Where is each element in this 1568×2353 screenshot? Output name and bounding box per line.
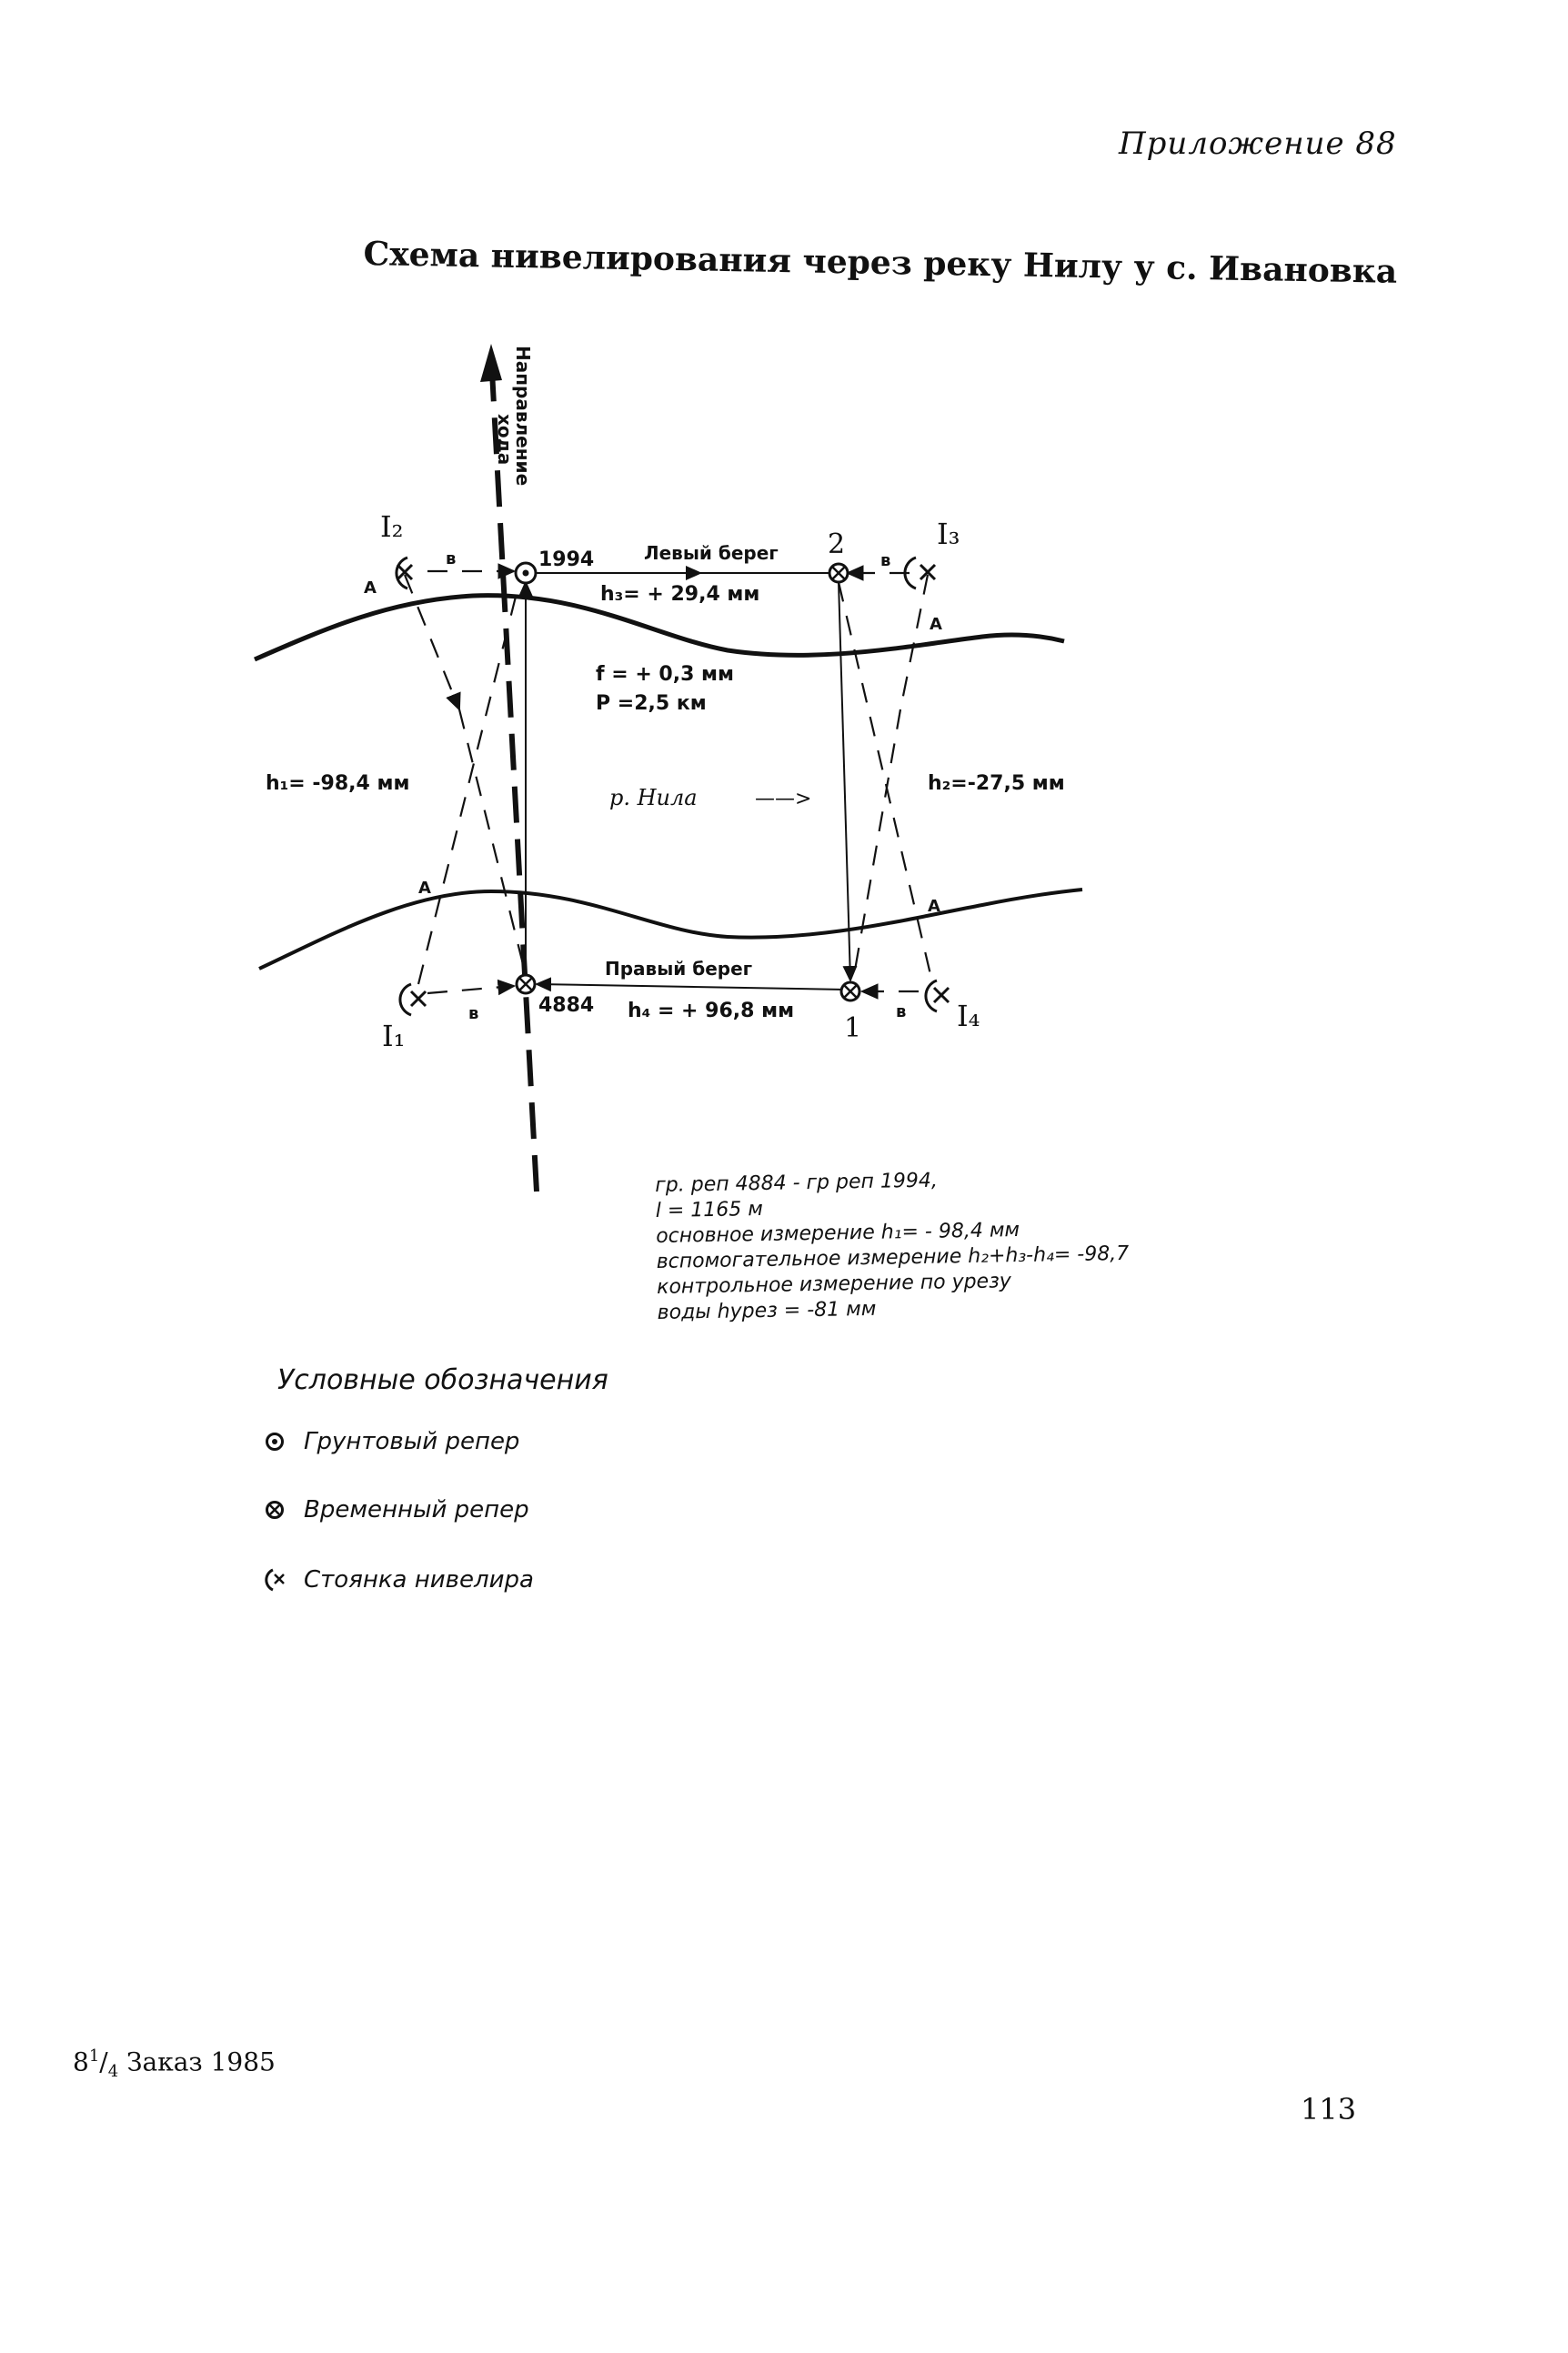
station-I2-label: I₂: [380, 509, 404, 544]
benchmark-4884-label: 4884: [538, 994, 595, 1017]
sight-label-a: А: [418, 879, 431, 898]
sight-line: [405, 575, 459, 709]
h3-label: h₃= + 29,4 мм: [600, 583, 760, 606]
river-name-label: р. Нила: [609, 785, 698, 810]
order-fraction-den: 4: [107, 2061, 119, 2081]
sight-line: [427, 986, 514, 993]
legend-label: Грунтовый репер: [304, 1428, 520, 1455]
right-bank-line: [259, 890, 1082, 969]
h1-label: h₁= -98,4 мм: [266, 772, 410, 795]
distance-label: P =2,5 км: [596, 692, 707, 715]
note-line: воды hурез = -81 мм: [657, 1297, 877, 1324]
right-bank-label: Правый берег: [605, 958, 753, 980]
ground-benchmark-icon: [516, 563, 536, 583]
river-flow-arrow: ——>: [755, 788, 812, 810]
temporary-benchmark-icon: [517, 975, 535, 993]
note-line: гр. реп 4884 - гр реп 1994,: [655, 1169, 939, 1197]
order-prefix: 8: [73, 2046, 89, 2077]
sight-label-b: в: [468, 1004, 479, 1023]
legend-item-level-station: [264, 1566, 534, 1594]
point-1-label: 1: [844, 1012, 862, 1044]
page-number: 113: [1301, 2092, 1357, 2127]
level-station-icon: [400, 984, 426, 1015]
legend-item-ground-benchmark: [264, 1428, 519, 1455]
measurement-notes: [655, 1165, 1130, 1326]
level-station-icon: [264, 1566, 304, 1594]
station-I3-label: I₃: [937, 517, 960, 551]
legend-label: Временный репер: [304, 1496, 529, 1523]
temporary-benchmark-icon: [841, 982, 859, 1001]
note-line: контрольное измерение по урезу: [656, 1270, 1012, 1299]
ground-benchmark-icon: [264, 1431, 304, 1453]
misclosure-label: f = + 0,3 мм: [596, 663, 735, 686]
temporary-benchmark-icon: [829, 564, 848, 582]
note-line: l = 1165 м: [655, 1197, 764, 1222]
h2-line: [839, 582, 850, 980]
temporary-benchmark-icon: [264, 1499, 304, 1521]
sight-label-a: А: [930, 615, 942, 634]
appendix-header: Приложение 88: [1119, 126, 1397, 162]
sight-label-b: в: [896, 1002, 907, 1021]
direction-label: Направление: [512, 346, 534, 487]
h2-label: h₂=-27,5 мм: [928, 772, 1065, 795]
point-2-label: 2: [828, 528, 846, 560]
benchmark-1994-label: 1994: [538, 548, 595, 571]
level-station-icon: [926, 980, 949, 1011]
sight-line: [900, 575, 928, 709]
order-fraction-num: 1: [88, 2046, 100, 2066]
sight-line: [853, 709, 900, 980]
sight-label-b: в: [446, 549, 457, 568]
order-info: $8^1/_4$ Заказ 1985: [73, 2046, 276, 2081]
direction-label: хода: [494, 414, 516, 466]
order-text: Заказ 1985: [126, 2046, 276, 2077]
note-line: вспомогательное измерение h₂+h₃-h₄= -98,7: [656, 1242, 1130, 1273]
legend-title: Условные обозначения: [277, 1364, 608, 1396]
legend-label: Стоянка нивелира: [304, 1566, 534, 1594]
sight-line: [418, 578, 520, 984]
h4-line: [537, 984, 846, 990]
h4-label: h₄ = + 96,8 мм: [628, 1000, 795, 1022]
left-bank-label: Левый берег: [644, 542, 779, 564]
station-I4-label: I₄: [957, 999, 980, 1033]
level-station-icon: [397, 558, 412, 588]
legend-item-temporary-benchmark: [264, 1496, 529, 1523]
sight-label-a: А: [364, 578, 377, 598]
note-line: основное измерение h₁= - 98,4 мм: [655, 1219, 1020, 1248]
station-I1-label: I₁: [382, 1019, 406, 1053]
page-title: Схема нивелирования через реку Нилу у с. Ивановка: [363, 235, 1398, 291]
sight-label-b: в: [880, 551, 891, 570]
traverse-direction-arrow: [480, 344, 502, 382]
sight-label-a: А: [928, 897, 940, 916]
